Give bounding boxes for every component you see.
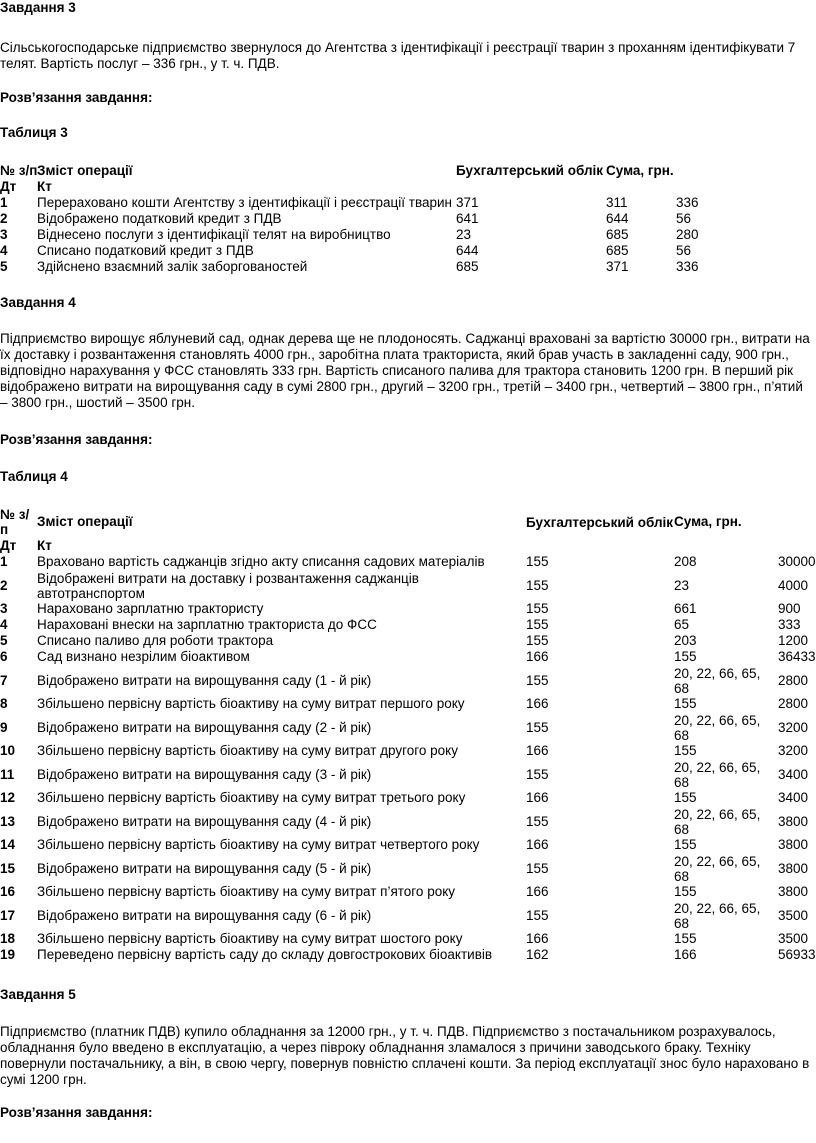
operation-content: Збільшено первісну вартість біоактиву на суму витрат п’ятого року bbox=[37, 884, 456, 899]
operation-content: Відображено витрати на вирощування саду (6 - й рік) bbox=[37, 907, 372, 923]
amount: 3400 bbox=[778, 790, 809, 805]
row-number: 14 bbox=[0, 837, 16, 852]
table-row bbox=[0, 211, 736, 227]
amount: 280 bbox=[676, 227, 699, 242]
operation-content: Списано паливо для роботи трактора bbox=[37, 633, 274, 648]
table-row bbox=[0, 665, 816, 696]
table-row bbox=[0, 649, 816, 665]
operation-content: Перераховано кошти Агентству з ідентифікації і реєстрації тварин bbox=[37, 195, 453, 210]
credit-account: 203 bbox=[674, 633, 697, 648]
table-row bbox=[0, 554, 816, 570]
amount: 36433 bbox=[778, 649, 816, 664]
task4-table bbox=[0, 506, 816, 963]
row-number: 8 bbox=[0, 696, 8, 711]
credit-account: 155 bbox=[674, 790, 697, 805]
header-content: Зміст операції bbox=[37, 163, 133, 178]
row-number: 10 bbox=[0, 743, 16, 758]
table-row bbox=[0, 633, 816, 649]
operation-content: Відображено витрати на вирощування саду (1 - й рік) bbox=[37, 672, 372, 688]
header-dt: Дт bbox=[0, 179, 17, 194]
header-content: Зміст операції bbox=[37, 514, 133, 529]
task4-table-label: Таблиця 4 bbox=[0, 469, 68, 484]
task5-title: Завдання 5 bbox=[0, 987, 76, 1002]
table-row bbox=[0, 853, 816, 884]
amount: 336 bbox=[676, 195, 699, 210]
table-row bbox=[0, 900, 816, 931]
table-row bbox=[0, 601, 816, 617]
row-number: 19 bbox=[0, 947, 16, 962]
amount: 2800 bbox=[778, 696, 809, 711]
table-row bbox=[0, 712, 816, 743]
row-number: 18 bbox=[0, 931, 16, 946]
debit-account: 155 bbox=[526, 719, 549, 735]
task3-table-label: Таблиця 3 bbox=[0, 125, 68, 140]
table-row bbox=[0, 759, 816, 790]
debit-account: 155 bbox=[526, 860, 549, 876]
credit-account: 20, 22, 66, 65, 68 bbox=[674, 806, 761, 837]
operation-content: Збільшено первісну вартість біоактиву на суму витрат четвертого року bbox=[37, 837, 480, 852]
table-row bbox=[0, 570, 816, 601]
credit-account: 155 bbox=[674, 837, 697, 852]
table-row bbox=[0, 227, 736, 243]
table-row bbox=[0, 743, 816, 759]
row-number: 17 bbox=[0, 907, 16, 923]
credit-account: 65 bbox=[674, 617, 690, 632]
task4-solution-label: Розв’язання завдання: bbox=[0, 432, 153, 447]
task5-solution-label: Розв’язання завдання: bbox=[0, 1105, 153, 1120]
debit-account: 162 bbox=[526, 947, 549, 962]
debit-account: 155 bbox=[526, 813, 549, 829]
table-row bbox=[0, 884, 816, 900]
amount: 3800 bbox=[778, 837, 809, 852]
credit-account: 155 bbox=[674, 743, 697, 758]
table-row bbox=[0, 931, 816, 947]
operation-content: Відображені витрати на доставку і розвантаження саджанців автотранспортом bbox=[37, 570, 419, 601]
row-number: 13 bbox=[0, 813, 16, 829]
row-number: 2 bbox=[0, 211, 8, 226]
debit-account: 23 bbox=[456, 227, 472, 242]
task3-table bbox=[0, 163, 736, 275]
operation-content: Враховано вартість саджанців згідно акту списання садових матеріалів bbox=[37, 554, 485, 569]
credit-account: 155 bbox=[674, 696, 697, 711]
debit-account: 641 bbox=[456, 211, 479, 226]
table-row bbox=[0, 696, 816, 712]
credit-account: 644 bbox=[606, 211, 629, 226]
task3-solution-label: Розв’язання завдання: bbox=[0, 90, 153, 105]
credit-account: 20, 22, 66, 65, 68 bbox=[674, 759, 761, 790]
debit-account: 155 bbox=[526, 766, 549, 782]
header-dt: Дт bbox=[0, 538, 17, 553]
operation-content: Переведено первісну вартість саду до складу довгострокових біоактивів bbox=[37, 947, 493, 962]
table-row bbox=[0, 259, 736, 275]
amount: 56 bbox=[676, 243, 692, 258]
debit-account: 155 bbox=[526, 577, 549, 593]
amount: 333 bbox=[778, 617, 801, 632]
debit-account: 166 bbox=[526, 790, 549, 805]
operation-content: Відображено податковий кредит з ПДВ bbox=[37, 211, 282, 226]
debit-account: 155 bbox=[526, 907, 549, 923]
operation-content: Здійснено взаємний залік заборгованостей bbox=[37, 259, 308, 274]
operation-content: Збільшено первісну вартість біоактиву на суму витрат третього року bbox=[37, 790, 466, 805]
credit-account: 661 bbox=[674, 601, 697, 616]
task3-title: Завдання 3 bbox=[0, 0, 76, 15]
table-row bbox=[0, 243, 736, 259]
credit-account: 166 bbox=[674, 947, 697, 962]
row-number: 1 bbox=[0, 195, 8, 210]
amount: 2800 bbox=[778, 672, 809, 688]
operation-content: Сад визнано незрілим біоактивом bbox=[37, 649, 250, 664]
row-number: 4 bbox=[0, 243, 8, 258]
operation-content: Збільшено первісну вартість біоактиву на суму витрат другого року bbox=[37, 743, 458, 758]
header-num: № з/п bbox=[0, 163, 38, 178]
credit-account: 23 bbox=[674, 577, 690, 593]
debit-account: 155 bbox=[526, 617, 549, 632]
row-number: 5 bbox=[0, 633, 8, 648]
amount: 336 bbox=[676, 259, 699, 274]
credit-account: 20, 22, 66, 65, 68 bbox=[674, 712, 761, 743]
debit-account: 155 bbox=[526, 672, 549, 688]
debit-account: 644 bbox=[456, 243, 479, 258]
operation-content: Нараховані внески на зарплатню тракториста до ФСС bbox=[37, 617, 377, 632]
table-row bbox=[0, 806, 816, 837]
debit-account: 155 bbox=[526, 601, 549, 616]
task4-title: Завдання 4 bbox=[0, 295, 76, 310]
row-number: 11 bbox=[0, 766, 15, 782]
task4-text: Підприємство вирощує яблуневий сад, однак дерева ще не плодоносять. Саджанці враховані за вартістю 30000 грн., витрати на їх доставку і розвантаження становлять 4000 грн., заробітна плата тракториста, який брав участь в закладенні саду, 900 грн., відповідно нарахування у ФСС становлять 333 грн. Вартість списаного палива для трактора становить 1200 грн. В перший рік відображено витрати на вирощування саду в сумі 2800 грн., другий – 3200 грн., третій – 3400 грн., четвертий – 3800 грн., п’ятий – 3800 грн., шостий – 3500 грн. bbox=[0, 331, 810, 410]
credit-account: 311 bbox=[606, 195, 628, 210]
debit-account: 166 bbox=[526, 743, 549, 758]
row-number: 3 bbox=[0, 227, 8, 242]
amount: 3800 bbox=[778, 813, 809, 829]
operation-content: Відображено витрати на вирощування саду (5 - й рік) bbox=[37, 860, 372, 876]
header-accounting: Бухгалтерський облік bbox=[456, 163, 604, 178]
debit-account: 155 bbox=[526, 633, 549, 648]
debit-account: 166 bbox=[526, 696, 549, 711]
amount: 3200 bbox=[778, 719, 809, 735]
amount: 56 bbox=[676, 211, 692, 226]
row-number: 3 bbox=[0, 601, 8, 616]
amount: 4000 bbox=[778, 577, 809, 593]
operation-content: Відображено витрати на вирощування саду (4 - й рік) bbox=[37, 813, 372, 829]
credit-account: 155 bbox=[674, 649, 697, 664]
credit-account: 20, 22, 66, 65, 68 bbox=[674, 665, 761, 696]
debit-account: 371 bbox=[456, 195, 479, 210]
table-row bbox=[0, 837, 816, 853]
debit-account: 166 bbox=[526, 884, 549, 899]
row-number: 5 bbox=[0, 259, 8, 274]
amount: 3800 bbox=[778, 860, 809, 876]
amount: 3500 bbox=[778, 907, 809, 923]
credit-account: 155 bbox=[674, 884, 697, 899]
header-accounting: Бухгалтерський облік bbox=[526, 514, 674, 530]
row-number: 6 bbox=[0, 649, 8, 664]
row-number: 7 bbox=[0, 672, 8, 688]
task4-table-subheader bbox=[0, 538, 816, 554]
operation-content: Відображено витрати на вирощування саду (2 - й рік) bbox=[37, 719, 372, 735]
amount: 900 bbox=[778, 601, 801, 616]
debit-account: 166 bbox=[526, 837, 549, 852]
amount: 56933 bbox=[778, 947, 816, 962]
amount: 3800 bbox=[778, 884, 809, 899]
credit-account: 20, 22, 66, 65, 68 bbox=[674, 900, 761, 931]
amount: 30000 bbox=[778, 554, 816, 569]
row-number: 4 bbox=[0, 617, 8, 632]
row-number: 9 bbox=[0, 719, 8, 735]
debit-account: 685 bbox=[456, 259, 479, 274]
operation-content: Збільшено первісну вартість біоактиву на суму витрат першого року bbox=[37, 696, 465, 711]
task3-text: Сільськогосподарське підприємство звернулося до Агентства з ідентифікації і реєстрації тварин з проханням ідентифікувати 7 телят. Вартість послуг – 336 грн., у т. ч. ПДВ. bbox=[0, 40, 796, 71]
credit-account: 685 bbox=[606, 227, 629, 242]
operation-content: Відображено витрати на вирощування саду (3 - й рік) bbox=[37, 766, 372, 782]
task3-table-subheader bbox=[0, 179, 736, 195]
amount: 3500 bbox=[778, 931, 809, 946]
debit-account: 155 bbox=[526, 554, 549, 569]
amount: 3200 bbox=[778, 743, 809, 758]
operation-content: Списано податковий кредит з ПДВ bbox=[37, 243, 254, 258]
credit-account: 371 bbox=[606, 259, 629, 274]
amount: 1200 bbox=[778, 633, 809, 648]
task4-table-header bbox=[0, 506, 816, 538]
table-row bbox=[0, 947, 816, 963]
header-sum: Сума, грн. bbox=[606, 163, 674, 178]
debit-account: 166 bbox=[526, 931, 549, 946]
credit-account: 20, 22, 66, 65, 68 bbox=[674, 853, 761, 884]
credit-account: 208 bbox=[674, 554, 697, 569]
task3-table-header bbox=[0, 163, 736, 179]
debit-account: 166 bbox=[526, 649, 549, 664]
table-row bbox=[0, 195, 736, 211]
row-number: 16 bbox=[0, 884, 16, 899]
header-kt: Кт bbox=[37, 179, 52, 194]
row-number: 1 bbox=[0, 554, 8, 569]
header-kt: Кт bbox=[37, 538, 52, 553]
amount: 3400 bbox=[778, 766, 809, 782]
table-row bbox=[0, 617, 816, 633]
header-sum: Сума, грн. bbox=[674, 514, 742, 529]
row-number: 12 bbox=[0, 790, 16, 805]
header-num: № з/п bbox=[0, 507, 30, 537]
operation-content: Нараховано зарплатню трактористу bbox=[37, 601, 264, 616]
table-row bbox=[0, 790, 816, 806]
credit-account: 155 bbox=[674, 931, 697, 946]
row-number: 15 bbox=[0, 860, 16, 876]
task5-text: Підприємство (платник ПДВ) купило обладнання за 12000 грн., у т. ч. ПДВ. Підприємство з постачальником розрахувалось, обладнання було введено в експлуатацію, а через півроку обладнання зламалося з причини заводського браку. Техніку повернули постачальнику, а він, в свою чергу, повернув повністю сплачені кошти. За період експлуатації знос було нараховано в сумі 1200 грн. bbox=[0, 1024, 810, 1087]
operation-content: Віднесено послуги з ідентифікації телят на виробництво bbox=[37, 227, 391, 242]
credit-account: 685 bbox=[606, 243, 629, 258]
operation-content: Збільшено первісну вартість біоактиву на суму витрат шостого року bbox=[37, 931, 463, 946]
row-number: 2 bbox=[0, 577, 8, 593]
